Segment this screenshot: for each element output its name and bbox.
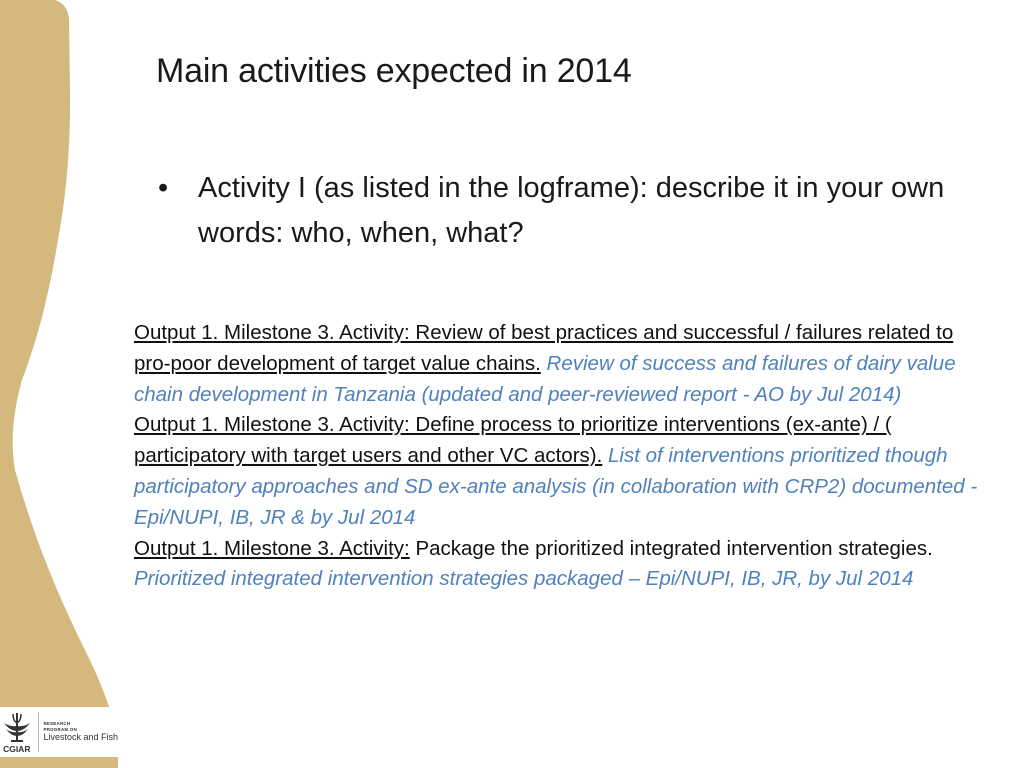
bullet-item <box>158 166 958 256</box>
bullet-list <box>158 166 958 256</box>
activity-item-2 <box>134 410 984 533</box>
bullet-marker: • <box>158 172 169 204</box>
logo-line-1: RESEARCH <box>43 721 71 726</box>
decorative-side-band <box>0 0 130 768</box>
cgiar-emblem <box>0 708 34 756</box>
bullet-text: Activity I (as listed in the logframe): describe it in your own words: who, when, what? <box>198 172 945 249</box>
slide-title: Main activities expected in 2014 <box>156 52 632 90</box>
activity-label: Output 1. Milestone 3. Activity: Review of best practices and successful / failures related to pro-poor development of target value chains. <box>134 321 954 375</box>
cgiar-livestock-fish-logo <box>0 707 118 757</box>
program-title: Livestock and Fish <box>43 732 118 742</box>
activity-note: Prioritized integrated intervention strategies packaged – Epi/NUPI, IB, JR, by Jul 2014 <box>134 567 914 591</box>
activity-note: Review of success and failures of dairy value chain development in Tanzania (updated and peer-reviewed report - AO by Jul 2014) <box>134 351 956 406</box>
activity-list <box>134 318 984 595</box>
activity-item-1 <box>134 318 984 410</box>
activity-label: Output 1. Milestone 3. Activity: <box>134 536 410 560</box>
activity-note: List of interventions prioritized though participatory approaches and SD ex-ante analysis (in collaboration with CRP2) documented - Epi/NUPI, IB, JR & by Jul 2014 <box>134 444 978 529</box>
logo-line-2: PROGRAM ON <box>43 726 77 732</box>
cgiar-wordmark: CGIAR <box>3 743 31 754</box>
activity-item-3 <box>134 534 984 596</box>
program-name <box>43 721 118 743</box>
activity-label: Output 1. Milestone 3. Activity: Define process to prioritize interventions (ex-ante) / ( participatory with target users and other VC actors). <box>134 413 892 468</box>
wheat-emblem-icon <box>2 711 32 745</box>
activity-plain-text: Package the prioritized integrated intervention strategies. <box>415 536 933 560</box>
logo-divider <box>38 712 39 752</box>
